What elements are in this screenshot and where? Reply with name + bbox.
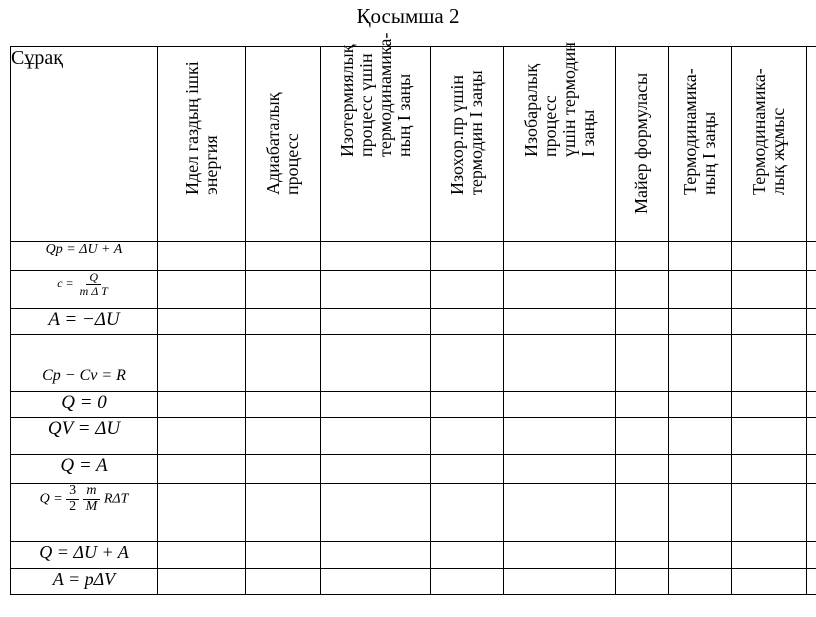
column-header-7-line-2: ның І заңы (699, 111, 719, 195)
formula-cell: Q = 0 (11, 392, 158, 418)
column-header-6-line-1: Майер формуласы (631, 72, 651, 214)
answer-cell[interactable] (321, 418, 431, 455)
fraction (77, 271, 111, 297)
answer-cell[interactable] (504, 569, 616, 595)
answer-cell[interactable] (246, 542, 321, 569)
column-header-8-line-2: лық жұмыс (768, 107, 788, 195)
answer-cell[interactable] (669, 542, 732, 569)
fraction-numerator: m (83, 484, 99, 500)
answer-cell[interactable] (321, 271, 431, 309)
table-row (11, 542, 816, 569)
answer-cell[interactable] (616, 309, 669, 335)
column-header-4-line-2: термодин І заңы (466, 70, 486, 195)
column-header-1 (158, 47, 246, 242)
answer-cell[interactable] (431, 542, 504, 569)
table-row (11, 418, 816, 455)
answer-cell[interactable] (504, 418, 616, 455)
answer-cell[interactable] (504, 484, 616, 542)
answer-cell[interactable] (669, 484, 732, 542)
answer-cell[interactable] (807, 484, 816, 542)
answer-cell[interactable] (504, 242, 616, 271)
answer-cell[interactable] (807, 335, 816, 392)
table-row (11, 242, 816, 271)
formula-cell: Qp = ΔU + A (11, 242, 158, 271)
answer-cell[interactable] (732, 569, 807, 595)
table-row (11, 335, 816, 392)
answer-cell[interactable] (158, 242, 246, 271)
answer-cell[interactable] (321, 309, 431, 335)
answer-cell[interactable] (431, 271, 504, 309)
answer-cell[interactable] (732, 271, 807, 309)
header-row (11, 47, 816, 242)
answer-cell[interactable] (321, 569, 431, 595)
answer-cell[interactable] (669, 309, 732, 335)
table-row (11, 271, 816, 309)
answer-cell[interactable] (732, 542, 807, 569)
answer-cell[interactable] (807, 242, 816, 271)
answer-cell[interactable] (158, 455, 246, 484)
formula-cell (11, 271, 158, 309)
answer-cell[interactable] (246, 455, 321, 484)
formula-lhs: Q = (39, 491, 63, 507)
answer-cell[interactable] (807, 271, 816, 309)
answer-cell[interactable] (431, 569, 504, 595)
formula-cell: A = −ΔU (11, 309, 158, 335)
answer-cell[interactable] (246, 335, 321, 392)
answer-cell[interactable] (158, 309, 246, 335)
answer-cell[interactable] (807, 392, 816, 418)
answer-cell[interactable] (616, 392, 669, 418)
answer-cell[interactable] (431, 418, 504, 455)
answer-cell[interactable] (158, 271, 246, 309)
column-header-5-line-2: процесс (539, 95, 560, 157)
formula-rhs: RΔT (103, 491, 129, 507)
answer-cell[interactable] (158, 484, 246, 542)
column-header-1-line-2: энергия (200, 135, 221, 195)
column-header-2-line-2: процесс (282, 133, 302, 195)
answer-cell[interactable] (158, 335, 246, 392)
answer-cell[interactable] (321, 455, 431, 484)
column-header-4-line-1: Изохор.пр үшін (447, 75, 467, 195)
column-header-5-line-4: І заңы (577, 109, 598, 157)
fraction-denominator: m Δ T (79, 283, 108, 298)
answer-cell[interactable] (732, 455, 807, 484)
column-header-5-line-3: үшін термодин (558, 42, 579, 157)
answer-cell[interactable] (158, 569, 246, 595)
answer-cell[interactable] (669, 455, 732, 484)
formula-cell: Q = A (11, 455, 158, 484)
answer-cell[interactable] (616, 455, 669, 484)
answer-cell[interactable] (321, 542, 431, 569)
answer-cell[interactable] (807, 455, 816, 484)
column-header-1-line-1: Идел газдың ішкі (181, 61, 202, 195)
answer-cell[interactable] (321, 335, 431, 392)
answer-cell[interactable] (669, 392, 732, 418)
fraction (66, 484, 79, 514)
question-table (10, 32, 816, 595)
column-header-3-line-2: процесс үшін (355, 53, 376, 157)
answer-cell[interactable] (246, 484, 321, 542)
answer-cell[interactable] (504, 392, 616, 418)
answer-cell[interactable] (807, 418, 816, 455)
fraction-numerator: Q (86, 271, 101, 285)
answer-cell[interactable] (246, 418, 321, 455)
fraction (83, 484, 101, 514)
answer-cell[interactable] (431, 242, 504, 271)
answer-cell[interactable] (246, 392, 321, 418)
fraction-denominator: 2 (69, 498, 77, 514)
column-header-3 (321, 32, 431, 242)
column-header-7 (669, 47, 732, 242)
formula-cell: Cp − Cv = R (11, 335, 158, 392)
answer-cell[interactable] (246, 242, 321, 271)
answer-cell[interactable] (616, 335, 669, 392)
answer-cell[interactable] (246, 569, 321, 595)
answer-cell[interactable] (246, 309, 321, 335)
answer-cell[interactable] (616, 542, 669, 569)
answer-cell[interactable] (431, 335, 504, 392)
answer-cell[interactable] (616, 418, 669, 455)
column-header-2 (246, 47, 321, 242)
answer-cell[interactable] (732, 335, 807, 392)
answer-cell[interactable] (732, 418, 807, 455)
column-header-8 (732, 47, 807, 242)
table-row (11, 455, 816, 484)
column-header-5 (504, 42, 616, 242)
table-row (11, 569, 816, 595)
answer-cell[interactable] (321, 242, 431, 271)
column-header-3-line-1: Изотермиялық (336, 44, 357, 157)
column-header-4 (431, 47, 504, 242)
answer-cell[interactable] (504, 542, 616, 569)
answer-cell[interactable] (158, 392, 246, 418)
answer-cell[interactable] (807, 309, 816, 335)
formula-cell: QV = ΔU (11, 418, 158, 455)
answer-cell[interactable] (732, 484, 807, 542)
column-header-6 (616, 47, 669, 242)
fraction-denominator: M (85, 498, 98, 514)
answer-cell[interactable] (669, 569, 732, 595)
answer-cell[interactable] (616, 271, 669, 309)
answer-cell[interactable] (504, 455, 616, 484)
column-header-2-line-1: Адиабаталық (263, 92, 283, 195)
question-header: Сұрақ (11, 47, 158, 242)
answer-cell[interactable] (321, 392, 431, 418)
formula-cell: A = pΔV (11, 569, 158, 595)
column-header-3-line-4: ның І заңы (393, 73, 414, 157)
fraction-numerator: 3 (66, 484, 79, 500)
answer-cell[interactable] (158, 542, 246, 569)
answer-cell[interactable] (669, 335, 732, 392)
answer-cell[interactable] (158, 418, 246, 455)
answer-cell[interactable] (246, 271, 321, 309)
answer-cell[interactable] (321, 484, 431, 542)
formula-cell (11, 484, 158, 542)
table-row (11, 392, 816, 418)
answer-cell[interactable] (807, 569, 816, 595)
answer-cell[interactable] (732, 309, 807, 335)
answer-cell[interactable] (616, 484, 669, 542)
column-header-3-line-3: термодинамика- (374, 32, 395, 157)
answer-cell[interactable] (732, 242, 807, 271)
column-header-9 (807, 47, 816, 242)
answer-cell[interactable] (431, 309, 504, 335)
answer-cell[interactable] (504, 271, 616, 309)
answer-cell[interactable] (807, 542, 816, 569)
answer-cell[interactable] (616, 569, 669, 595)
answer-cell[interactable] (732, 392, 807, 418)
answer-cell[interactable] (504, 335, 616, 392)
column-header-8-line-1: Термодинамика- (749, 68, 769, 195)
column-header-7-line-1: Термодинамика- (680, 68, 700, 195)
page-title: Қосымша 2 (356, 4, 460, 28)
table-row (11, 484, 816, 542)
formula-cell: Q = ΔU + A (11, 542, 158, 569)
table-row (11, 309, 816, 335)
answer-cell[interactable] (669, 242, 732, 271)
answer-cell[interactable] (616, 242, 669, 271)
formula-lhs: c = (57, 275, 74, 290)
answer-cell[interactable] (504, 309, 616, 335)
answer-cell[interactable] (431, 484, 504, 542)
answer-cell[interactable] (431, 455, 504, 484)
column-header-5-line-1: Изобаралық (520, 63, 541, 157)
answer-cell[interactable] (431, 392, 504, 418)
answer-cell[interactable] (669, 418, 732, 455)
answer-cell[interactable] (669, 271, 732, 309)
